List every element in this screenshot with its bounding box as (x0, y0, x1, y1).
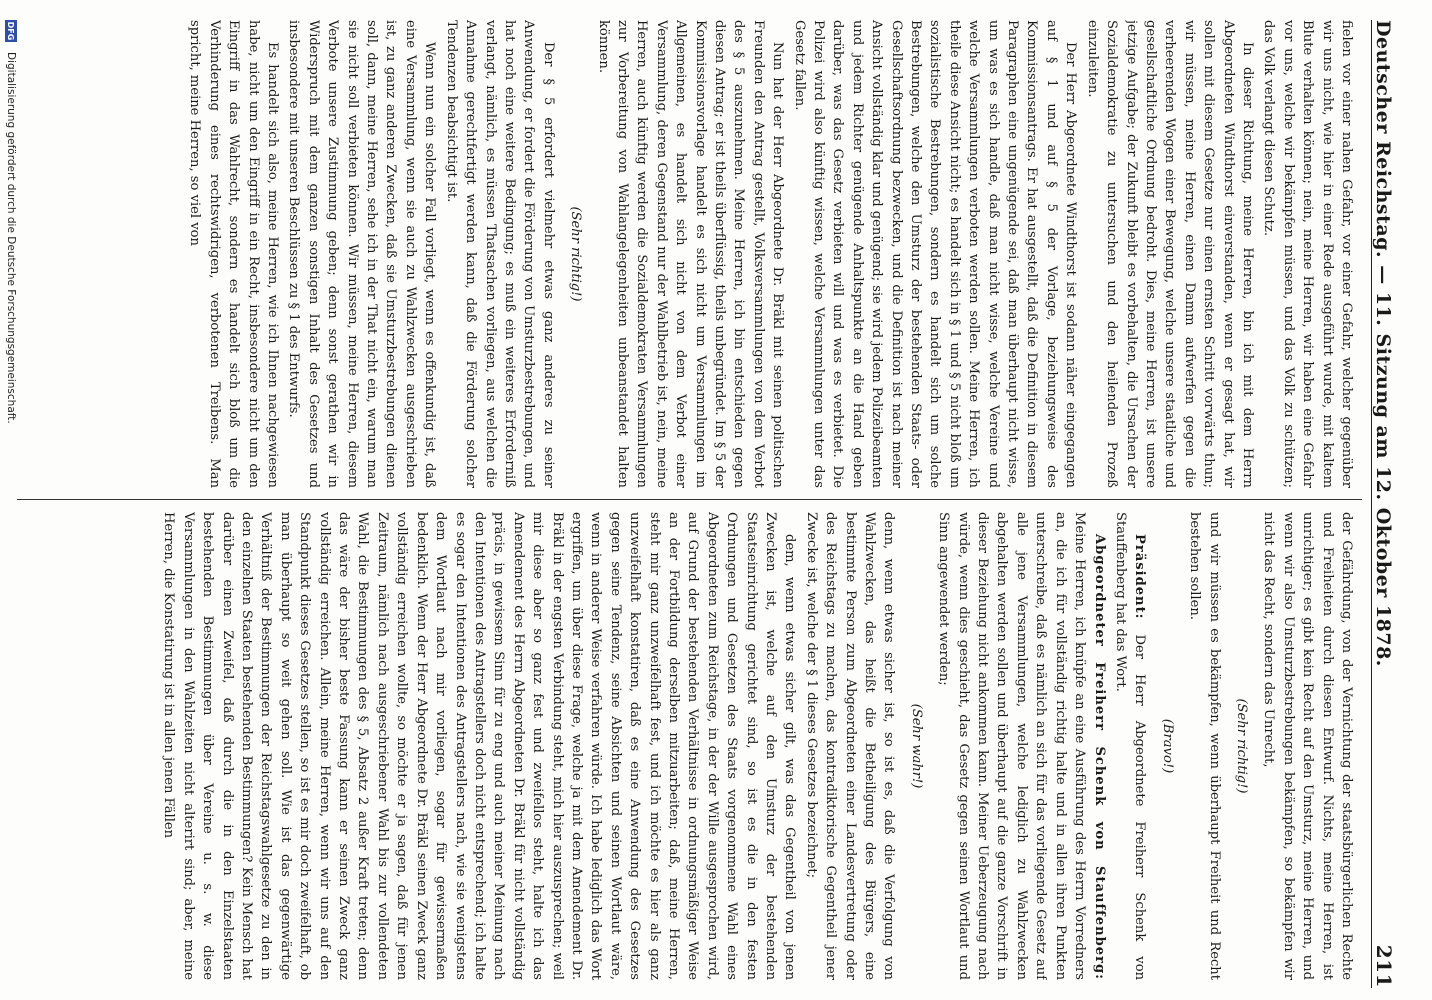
left-paragraph: Der § 5 erfordert vielmehr etwas ganz anderes zu seiner Anwendung, er fordert die Förderung von Umsturzbestrebungen, und hat noch eine weitere Bedingung; es muß ein weiteres Erforderniß verlangt, nämlich, es müssen Thatsachen vorliegen, aus welchen die Annahme gerechtfertigt werden kann, daß die Förderung solcher Tendenzen beabsichtigt ist. (443, 20, 556, 488)
left-paragraph: Es handelt sich also, meine Herren, wie ich Ihnen nachgewiesen habe, nicht um den Eingriff in ein Recht, insbesondere nicht um den Eingriff in das Wahlrecht, sondern es handelt sich bloß um die Verhinderung eines rechtswidrigen, verbotenen Treibens. Man spricht, meine Herren, so viel von (187, 20, 281, 488)
left-paragraph: fielen vor einer nahen Gefahr, vor einer Gefahr, welcher gegenüber wir uns nicht, wie hier in einer Rede ausgeführt wurde, mit kaltem Blute verhalten können; nein, meine Herren, wir haben eine Gefahr vor uns, welche wir bekämpfen müssen, und das Volk zu schützen; das Volk verlangt diesen Schutz. (1261, 20, 1354, 488)
left-paragraph: Nun hat der Herr Abgeordnete Dr. Bräkl mit seinen politischen Freunden den Antrag gestellt, Volksversammlungen von dem Verbot des § 5 auszunehmen. Meine Herren, ich bin entschieden gegen diesen Antrag; er ist theils überflüssig, theils unbegründet. Im § 5 der Kommissionsvorlage handelt es sich nicht um Versammlungen im Allgemeinen, es handelt sich nicht von dem Verbot einer Versammlung, deren Gegenstand nur der Wahlbetrieb ist, nein, meine Herren, auch künftig werden die Sozialdemokraten Versammlungen zur Vorbereitung von Wahlangelegenheiten unbeanstandet halten können. (595, 20, 786, 488)
president-statement (1111, 512, 1150, 980)
interjection: (Sehr richtig!) (568, 206, 584, 302)
footer-credit: Digitalisierung gefördert durch die Deutsche Forschungsgemeinschaft. (5, 52, 17, 424)
right-paragraph: dem, wenn etwas sicher gilt, was das Gegentheil von jenen Zwecken ist, welche auf den Umsturz der bestehenden Staatseinrichtung gerichtet sind, so ist es die in den festen Ordnungen und Gesetzen des Staats vorgenommene Wahl eines Abgeordneten zum Reichstage, in der der Wille ausgesprochen wird, auf Grund der bestehenden Verhältnisse in ordnungsmäßiger Weise an der Fortbildung derselben mitzuarbeiten; daß, meine Herren, steht mir ganz unzweifelhaft fest, und ich möchte es hier als ganz unzweifelhaft konstatiren, daß es eine Anwendung des Gesetzes gegen seine Tendenz, seine Absichten und seinen Wortlaut wäre, wenn in anderer Weise verfahren würde. Ich habe lediglich das Wort ergriffen, um über diese Frage, welche ja mit dem Amendement Dr. Bräkl in der engsten Verbindung steht, mich hier auszusprechen; weil mir diese aber so ganz fest und zweifellos steht, halte ich das Amendement des Herrn Abgeordneten Dr. Bräkl für nicht vollständig präcis, in gewissem Sinn für zu eng und auch meiner Meinung nach den Intentionen des Antragstellers doch nicht entsprechend; ich halte es sogar den Intentionen des Antragstellers nach, wie sie wenigstens dem Wortlaut nach mir vorliegen, sogar für gewissermaßen bedenklich. Wenn der Herr Abgeordnete Dr. Bräkl seinen Zweck ganz vollständig erreichen wollte, so möchte er ja sagen, daß für jenen Zeitraum, nämlich nach ausgeschriebener Wahl bis zur vollendeten Wahl, die Bestimmungen des § 5, Absatz 2 außer Kraft treten; denn das wäre der bisher beste Fassung kann er seinen Zweck ganz vollständig erreichen. Allein, meine Herren, wenn wir uns auf den Standpunkt dieses Gesetzes stellen, so ist es mir doch zweifelhaft, ob man überhaupt so weit gehen soll. Wie ist das gegenwärtige Verhältniß der Bestimmungen der Reichstagswahlgesetze zu den in den einzelnen Staaten bestehenden Bestimmungen? Kein Mensch hat darüber einen Zweifel, daß durch die in den Einzelstaaten bestehenden Bestimmungen über Vereine u. s. w. diese Versammlungen in den Wahlzeiten nicht alterirt sind; aber, meine Herren, die Konstatirung ist in allen jenen Fällen (161, 512, 798, 980)
page-number: 211 (1372, 944, 1396, 988)
right-paragraph: und wir müssen es bekämpfen, wenn überhaupt Freiheit und Recht bestehen sollen. (1187, 512, 1222, 980)
left-column (26, 20, 1356, 488)
column-divider (17, 499, 1362, 500)
dfg-logo: DFG (6, 21, 16, 41)
interjection: (Bravo!) (1159, 718, 1175, 774)
speaker-text: Meine Herren, ich knüpfe an eine Ausführung des Herrn Vorredners an, die ich für vollständig richtig halte und in allen ihren Punkten unterschreibe, daß es nämlich an sich für das vorliegende Gesetz auf alle jene Versammlungen, welche lediglich zu Wahlzwecken abgehalten werden sollen und überhaupt auf die ganze Vorschrift in dieser Beziehung nicht ankommen kann. Meiner Ueberzeugung nach würde, wenn dies geschieht, das Gesetz gegen seinen Wortlaut und Sinn angewendet werden; (936, 512, 1088, 980)
left-paragraph: Der Herr Abgeordnete Windthorst ist sodann näher eingegangen auf § 1 und auf § 5 der Vorlage, beziehungsweise des Kommissionsantrags. Er hat ausgestellt, daß die Definition in diesem Paragraphen eine ungenügende sei, daß man überhaupt nicht wisse, um was es sich handle, daß man nicht wisse, welche Vereine und welche Versammlungen verboten werden sollen. Meine Herren, ich theile diese Ansicht nicht; es handelt sich in § 1 und § 5 nicht bloß um sozialistische Bestrebungen, sondern es handelt sich um solche Bestrebungen, welche den Umsturz der bestehenden Staats- oder Gesellschaftsordnung bezwecken, und die Definition ist nach meiner Ansicht vollständig klar und genügend; sie wird jedem Polizeibeamten und jedem Richter genügende Anhaltspunkte an die Hand geben darüber, was das Gesetz verbieten will und was es verbietet. Die Polizei wird also künftig wissen, welche Versammlungen unter das Gesetz fallen. (791, 20, 1079, 488)
page-footer (2, 20, 20, 988)
left-paragraph: In dieser Richtung, meine Herren, bin ich mit dem Herrn Abgeordneten Windthorst einverstanden, wenn er gesagt hat, wir sollen mit diesem Gesetze nur einen ernsten Schritt vorwärts thun; wir müssen, meine Herren, einen Damm aufwerfen gegen die verheerenden Wogen einer Bewegung, welche unsere staatliche und gesellschaftliche Ordnung bedroht. Dies, meine Herren, ist unsere jetzige Aufgabe; der Zukunft bleibt es vorbehalten, die Ursachen der Sozialdemokratie zu untersuchen und den heilenden Prozeß einzuleiten. (1084, 20, 1255, 488)
speaker-label: Abgeordneter Freiherr Schenk von Stauffenberg: (1091, 534, 1107, 980)
speaker-label: Präsident: (1132, 534, 1148, 620)
right-paragraph: der Gefährdung, von der Vernichtung der staatsbürgerlichen Rechte und Freiheiten durch diesen Entwurf. Nichts, meine Herren, ist unrichtiger; es gibt kein Recht auf den Umsturz, meine Herren, und wenn wir also Umsturzbestrebungen bekämpfen, so bekämpfen wir nicht das Recht, sondern das Unrecht, (1261, 512, 1354, 980)
right-paragraph: denn, wenn etwas sicher ist, so ist es, daß die Verfolgung von Wahlzwecken, das heißt die Betheiligung des Bürgers, eine bestimmte Person zum Abgeordneten einer Landesvertretung oder des Reichstags zu machen, das kontradiktorische Gegentheil jener Zwecke ist, welche der § 1 dieses Gesetzes bezeichnet; (803, 512, 897, 980)
interjection: (Sehr wahr!) (908, 703, 924, 789)
left-paragraph: Wenn nun ein solcher Fall vorliegt, wenn es offenkundig ist, daß eine Versammlung, wenn sie auch zu Wahlzwecken ausgeschrieben ist, zu ganz anderen Zwecken, daß sie Umsturzbestrebungen dienen soll, dann, meine Herren, sehe ich in der That nicht ein, warum man sie nicht soll verbieten können. Wir müssen, meine Herren, diesem Verbote unsere Zustimmung geben; denn sonst gerathen wir in Widerspruch mit dem ganzen sonstigen Inhalt des Gesetzes und insbesondere mit unseren Beschlüssen zu § 1 des Entwurfs. (286, 20, 438, 488)
page-header-title: Deutscher Reichstag. — 11. Sitzung am 12. Oktober 1878. (1372, 20, 1394, 667)
speaker-text: Der Herr Abgeordnete Freiherr Schenk von Stauffenberg hat das Wort. (1112, 512, 1148, 980)
right-column (26, 512, 1356, 980)
speaker-statement (934, 512, 1109, 980)
page-header (1371, 20, 1412, 988)
interjection: (Sehr richtig!) (1233, 698, 1249, 794)
